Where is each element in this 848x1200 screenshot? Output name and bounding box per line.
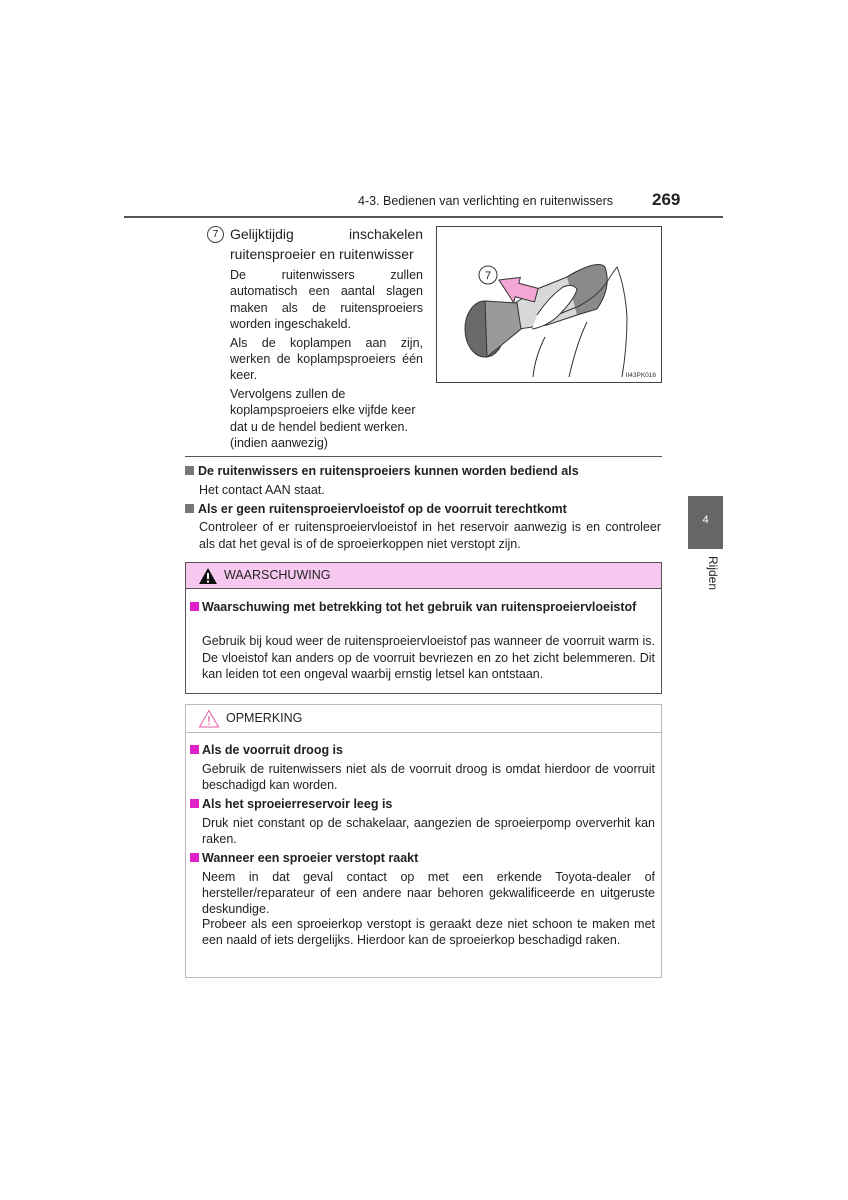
wiper-lever-icon <box>437 227 661 382</box>
caution-triangle-icon <box>198 709 220 728</box>
note-box <box>185 704 662 978</box>
item-paragraph: Als de koplampen aan zijn, werken de koplampsproeiers één keer. <box>230 335 423 383</box>
note-item-heading <box>190 797 392 811</box>
note-item-body: Gebruik de ruitenwissers niet als de voorruit droog is omdat hierdoor de voorruit beschadigd kan worden. <box>202 762 655 793</box>
section-heading <box>185 464 579 478</box>
bullet-square-icon <box>185 466 194 475</box>
chapter-label: Rijden <box>706 556 720 591</box>
chapter-tab <box>688 496 723 549</box>
warning-subheading-text: Waarschuwing met betrekking tot het gebruik van ruitensproeiervloeistof <box>202 600 637 614</box>
section-body: Controleer of er ruitensproeiervloeistof in het reservoir aanwezig is en controleer als dat het geval is of de sproeierkoppen niet verstopt zijn. <box>199 520 661 551</box>
note-item-body: Probeer als een sproeierkop verstopt is geraakt deze niet schoon te maken met een naald of iets dergelijks. Hierdoor kan de sproeierkop beschadigd raken. <box>202 917 655 948</box>
warning-header <box>186 563 661 589</box>
figure-code: II43PK016 <box>625 372 656 379</box>
item-title: Gelijktijdig inschakelen ruitensproeier en ruitenwisser <box>230 226 423 262</box>
page-number: 269 <box>652 190 681 209</box>
item-paragraph: Vervolgens zullen de koplampsproeiers elke vijfde keer dat u de hendel bedient werken. (indien aanwezig) <box>230 386 416 451</box>
warning-title: WAARSCHUWING <box>224 568 331 582</box>
item-body <box>230 267 423 453</box>
note-item-body: Druk niet constant op de schakelaar, aangezien de sproeierpomp oververhit kan raken. <box>202 816 655 847</box>
header-rule <box>124 216 723 218</box>
section-heading-text: De ruitenwissers en ruitensproeiers kunnen worden bediend als <box>198 464 579 478</box>
chapter-number: 4 <box>702 514 709 526</box>
bullet-square-icon <box>190 853 199 862</box>
note-header <box>186 705 661 733</box>
note-heading-text: Wanneer een sproeier verstopt raakt <box>202 851 419 865</box>
lever-illustration <box>436 226 662 383</box>
note-item-heading <box>190 743 343 757</box>
warning-box <box>185 562 662 694</box>
bullet-square-icon <box>190 799 199 808</box>
warning-text: Gebruik bij koud weer de ruitensproeiervloeistof pas wanneer de voorruit warm is. De vloeistof kan anders op de voorruit bevriezen en zo het zicht belemmeren. Dit kan leiden tot een ongeval waarbij ernstig letsel kan ontstaan. <box>202 634 655 681</box>
section-heading <box>185 502 567 516</box>
item-number-badge: 7 <box>207 226 224 243</box>
item-paragraph: De ruitenwissers zullen automatisch een aantal slagen maken als de ruitensproeiers worden ingeschakeld. <box>230 268 423 332</box>
figure-callout: 7 <box>484 270 492 282</box>
section-heading-text: Als er geen ruitensproeiervloeistof op de voorruit terechtkomt <box>198 502 567 516</box>
bullet-square-icon <box>185 504 194 513</box>
bullet-square-icon <box>190 602 199 611</box>
note-item-body: Neem in dat geval contact op met een erkende Toyota-dealer of hersteller/reparateur of een andere naar behoren gekwalificeerde en uitgeruste deskundige. <box>202 870 655 917</box>
note-heading-text: Als de voorruit droog is <box>202 743 343 757</box>
warning-subheading <box>190 599 656 615</box>
warning-triangle-icon <box>198 567 218 585</box>
section-header: 4-3. Bedienen van verlichting en ruitenwissers <box>358 194 613 208</box>
note-item-heading <box>190 851 418 865</box>
note-heading-text: Als het sproeierreservoir leeg is <box>202 797 393 811</box>
bullet-square-icon <box>190 745 199 754</box>
section-body: Het contact AAN staat. <box>199 483 325 497</box>
section-rule <box>185 456 662 457</box>
note-title: OPMERKING <box>226 711 303 725</box>
